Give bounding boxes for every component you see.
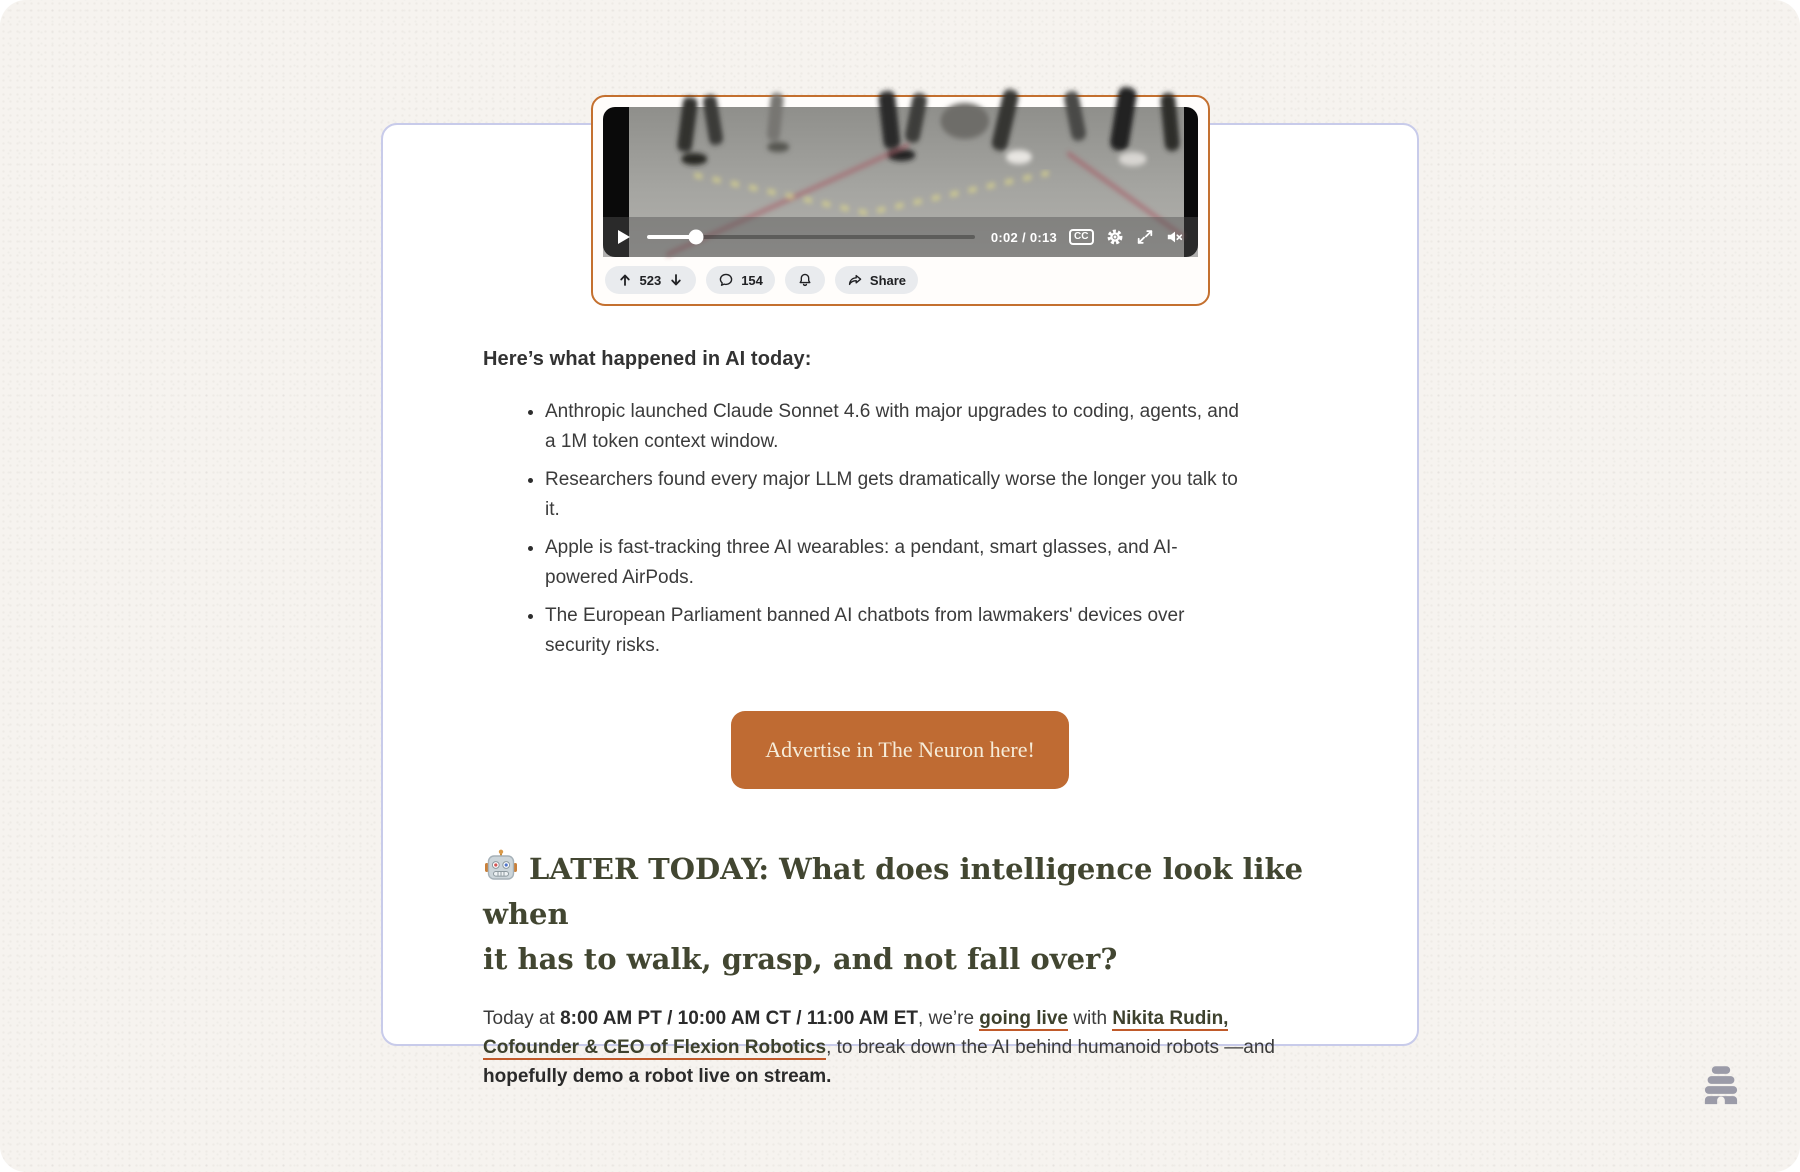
beehiiv-logo-icon[interactable]: [1698, 1062, 1744, 1108]
demo-bold-text: hopefully demo a robot live on stream.: [483, 1066, 832, 1087]
share-arrow-icon: [847, 272, 863, 288]
flexion-robotics-link[interactable]: Cofounder & CEO of Flexion Robotics: [483, 1037, 827, 1058]
video-control-bar: [603, 217, 1198, 257]
subscribe-pill[interactable]: [785, 266, 825, 294]
share-label: Share: [869, 272, 907, 288]
fullscreen-icon[interactable]: [1136, 228, 1154, 246]
arrow-down-icon: [668, 272, 684, 288]
text-segment: with: [1067, 1008, 1113, 1029]
bullet-item: • Researchers found every major LLM gets dramatically worse the longer you talk to it.: [545, 465, 1245, 525]
section-heading: [483, 847, 1317, 982]
engagement-row: [603, 266, 1198, 294]
arrow-up-icon: [617, 272, 633, 288]
bullet-item: • Apple is fast-tracking three AI wearables: a pendant, smart glasses, and AI-powered AirPods.: [545, 533, 1245, 593]
bullet-item: • Anthropic launched Claude Sonnet 4.6 with major upgrades to coding, agents, and a 1M token context window.: [545, 397, 1245, 457]
share-pill[interactable]: [835, 266, 918, 294]
play-icon[interactable]: [617, 229, 631, 245]
nikita-rudin-link[interactable]: Nikita Rudin,: [1112, 1008, 1229, 1029]
video-embed-widget: [591, 95, 1210, 306]
going-live-link[interactable]: going live: [979, 1008, 1068, 1029]
event-times: 8:00 AM PT / 10:00 AM CT / 11:00 AM ET: [560, 1008, 919, 1029]
advertise-button[interactable]: Advertise in The Neuron here!: [731, 711, 1069, 789]
section-heading-line1: LATER TODAY: What does intelligence look like when: [483, 852, 1304, 931]
video-time: 0:02 / 0:13: [990, 229, 1058, 245]
robot-emoji-icon: [483, 849, 519, 885]
settings-gear-icon[interactable]: [1106, 228, 1124, 246]
video-player[interactable]: [603, 107, 1198, 257]
ad-button-container: [483, 711, 1317, 789]
video-progress-knob[interactable]: [688, 230, 703, 245]
comment-count: 154: [741, 272, 763, 288]
bell-icon: [797, 272, 813, 288]
vote-pill[interactable]: [605, 266, 697, 294]
upvote-count: 523: [639, 272, 662, 288]
volume-muted-icon[interactable]: [1166, 228, 1184, 246]
news-bullet-list: [483, 397, 1243, 661]
text-segment: , to break down the AI behind humanoid robots —and: [826, 1037, 1275, 1058]
newsletter-card: [381, 123, 1419, 1087]
text-segment: Today at: [483, 1008, 561, 1029]
video-progress-slider[interactable]: [647, 235, 975, 239]
bullet-item: • The European Parliament banned AI chatbots from lawmakers' devices over security risks.: [545, 601, 1245, 661]
speech-bubble-icon: [718, 272, 734, 288]
section-heading-line2: it has to walk, grasp, and not fall over?: [483, 942, 1118, 976]
event-paragraph: [483, 1004, 1319, 1091]
text-segment: , we’re: [918, 1008, 980, 1029]
captions-button[interactable]: CC: [1069, 229, 1093, 245]
intro-heading: Here’s what happened in AI today:: [483, 348, 812, 370]
comments-pill[interactable]: [706, 266, 775, 294]
